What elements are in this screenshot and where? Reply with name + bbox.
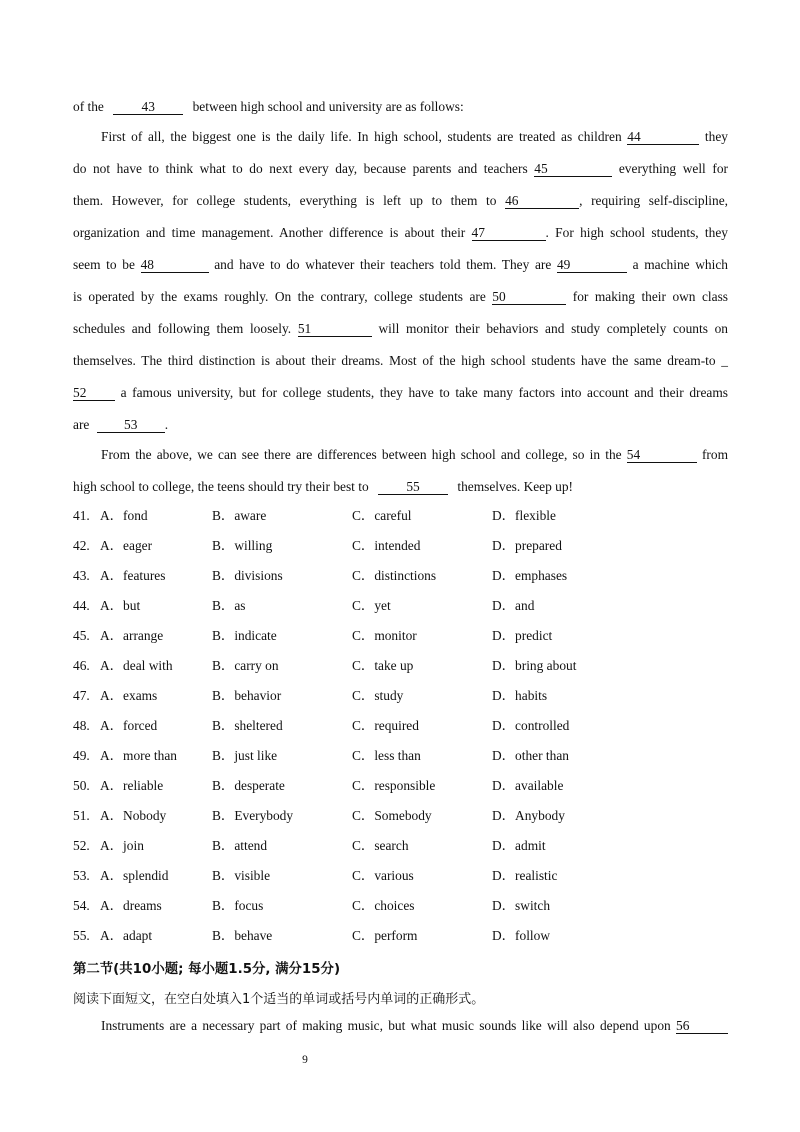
section-title: 第二节(共10小题; 每小题1.5分, 满分15分) [73, 962, 341, 977]
blank-56: 56 [676, 1019, 728, 1034]
blank-53: 53 [97, 418, 165, 433]
blank-45: 45 [534, 162, 612, 177]
blank-52: 52 [73, 386, 115, 401]
option-row-44: 44. A．but B．as C．yet D．and [73, 598, 535, 613]
passage-line: schedules and following them loosely. 51 will monitor their behaviors and study completely counts on [73, 321, 728, 336]
blank-49: 49 [557, 258, 627, 273]
section-instruction: 阅读下面短文，在空白处填入1个适当的单词或括号内单词的正确形式。 [73, 992, 485, 1007]
passage-line: high school to college, the teens should try their best to 55 themselves. Keep up! [73, 479, 574, 494]
option-row-45: 45. A．arrange B．indicate C．monitor D．predict [73, 628, 553, 643]
blank-51: 51 [298, 322, 372, 337]
passage-line: themselves. The third distinction is about their dreams. Most of the high school students have the same dream-to _ [73, 353, 728, 368]
option-row-42: 42. A．eager B．willing C．intended D．prepared [73, 538, 562, 553]
option-row-55: 55. A．adapt B．behave C．perform D．follow [73, 928, 551, 943]
passage-line: Instruments are a necessary part of making music, but what music sounds like will also depend upon 56 [101, 1018, 728, 1034]
blank-55: 55 [378, 480, 448, 495]
option-row-52: 52. A．join B．attend C．search D．admit [73, 838, 546, 853]
blank-43: 43 [113, 100, 183, 115]
passage-line: From the above, we can see there are differences between high school and college, so in the 54 from [101, 447, 728, 462]
passage-line: seem to be 48 and have to do whatever their teachers told them. They are 49 a machine which [73, 257, 728, 272]
page-number: 9 [302, 1054, 308, 1066]
option-row-48: 48. A．forced B．sheltered C．required D．controlled [73, 718, 570, 733]
option-row-46: 46. A．deal with B．carry on C．take up D．bring about [73, 658, 577, 673]
option-row-47: 47. A．exams B．behavior C．study D．habits [73, 688, 548, 703]
passage-line: them. However, for college students, everything is left up to them to 46 , requiring self-discipline, [73, 193, 729, 208]
passage-line: is operated by the exams roughly. On the contrary, college students are 50 for making their own class [73, 289, 728, 304]
passage-line: are 53 . [73, 417, 169, 432]
blank-47: 47 [472, 226, 546, 241]
option-row-43: 43. A．features B．divisions C．distinctions D．emphases [73, 568, 568, 583]
option-row-50: 50. A．reliable B．desperate C．responsible D．available [73, 778, 564, 793]
option-row-54: 54. A．dreams B．focus C．choices D．switch [73, 898, 551, 913]
blank-50: 50 [492, 290, 566, 305]
passage-line: 52 a famous university, but for college students, they have to take many factors into account and their dreams [73, 385, 728, 400]
blank-48: 48 [141, 258, 209, 273]
option-row-51: 51. A．Nobody B．Everybody C．Somebody D．Anybody [73, 808, 565, 823]
option-row-53: 53. A．splendid B．visible C．various D．realistic [73, 868, 558, 883]
blank-54: 54 [627, 448, 697, 463]
blank-44: 44 [627, 130, 699, 145]
passage-line: First of all, the biggest one is the daily life. In high school, students are treated as children 44 they [101, 129, 728, 144]
option-row-41: 41. A．fond B．aware C．careful D．flexible [73, 508, 556, 523]
passage-line: organization and time management. Another difference is about their 47 . For high school students, they [73, 225, 728, 240]
blank-46: 46 [505, 194, 579, 209]
passage-line: do not have to think what to do next every day, because parents and teachers 45 everything well for [73, 161, 728, 176]
passage-line: of the 43 between high school and university are as follows: [73, 99, 464, 114]
option-row-49: 49. A．more than B．just like C．less than D．other than [73, 748, 569, 763]
